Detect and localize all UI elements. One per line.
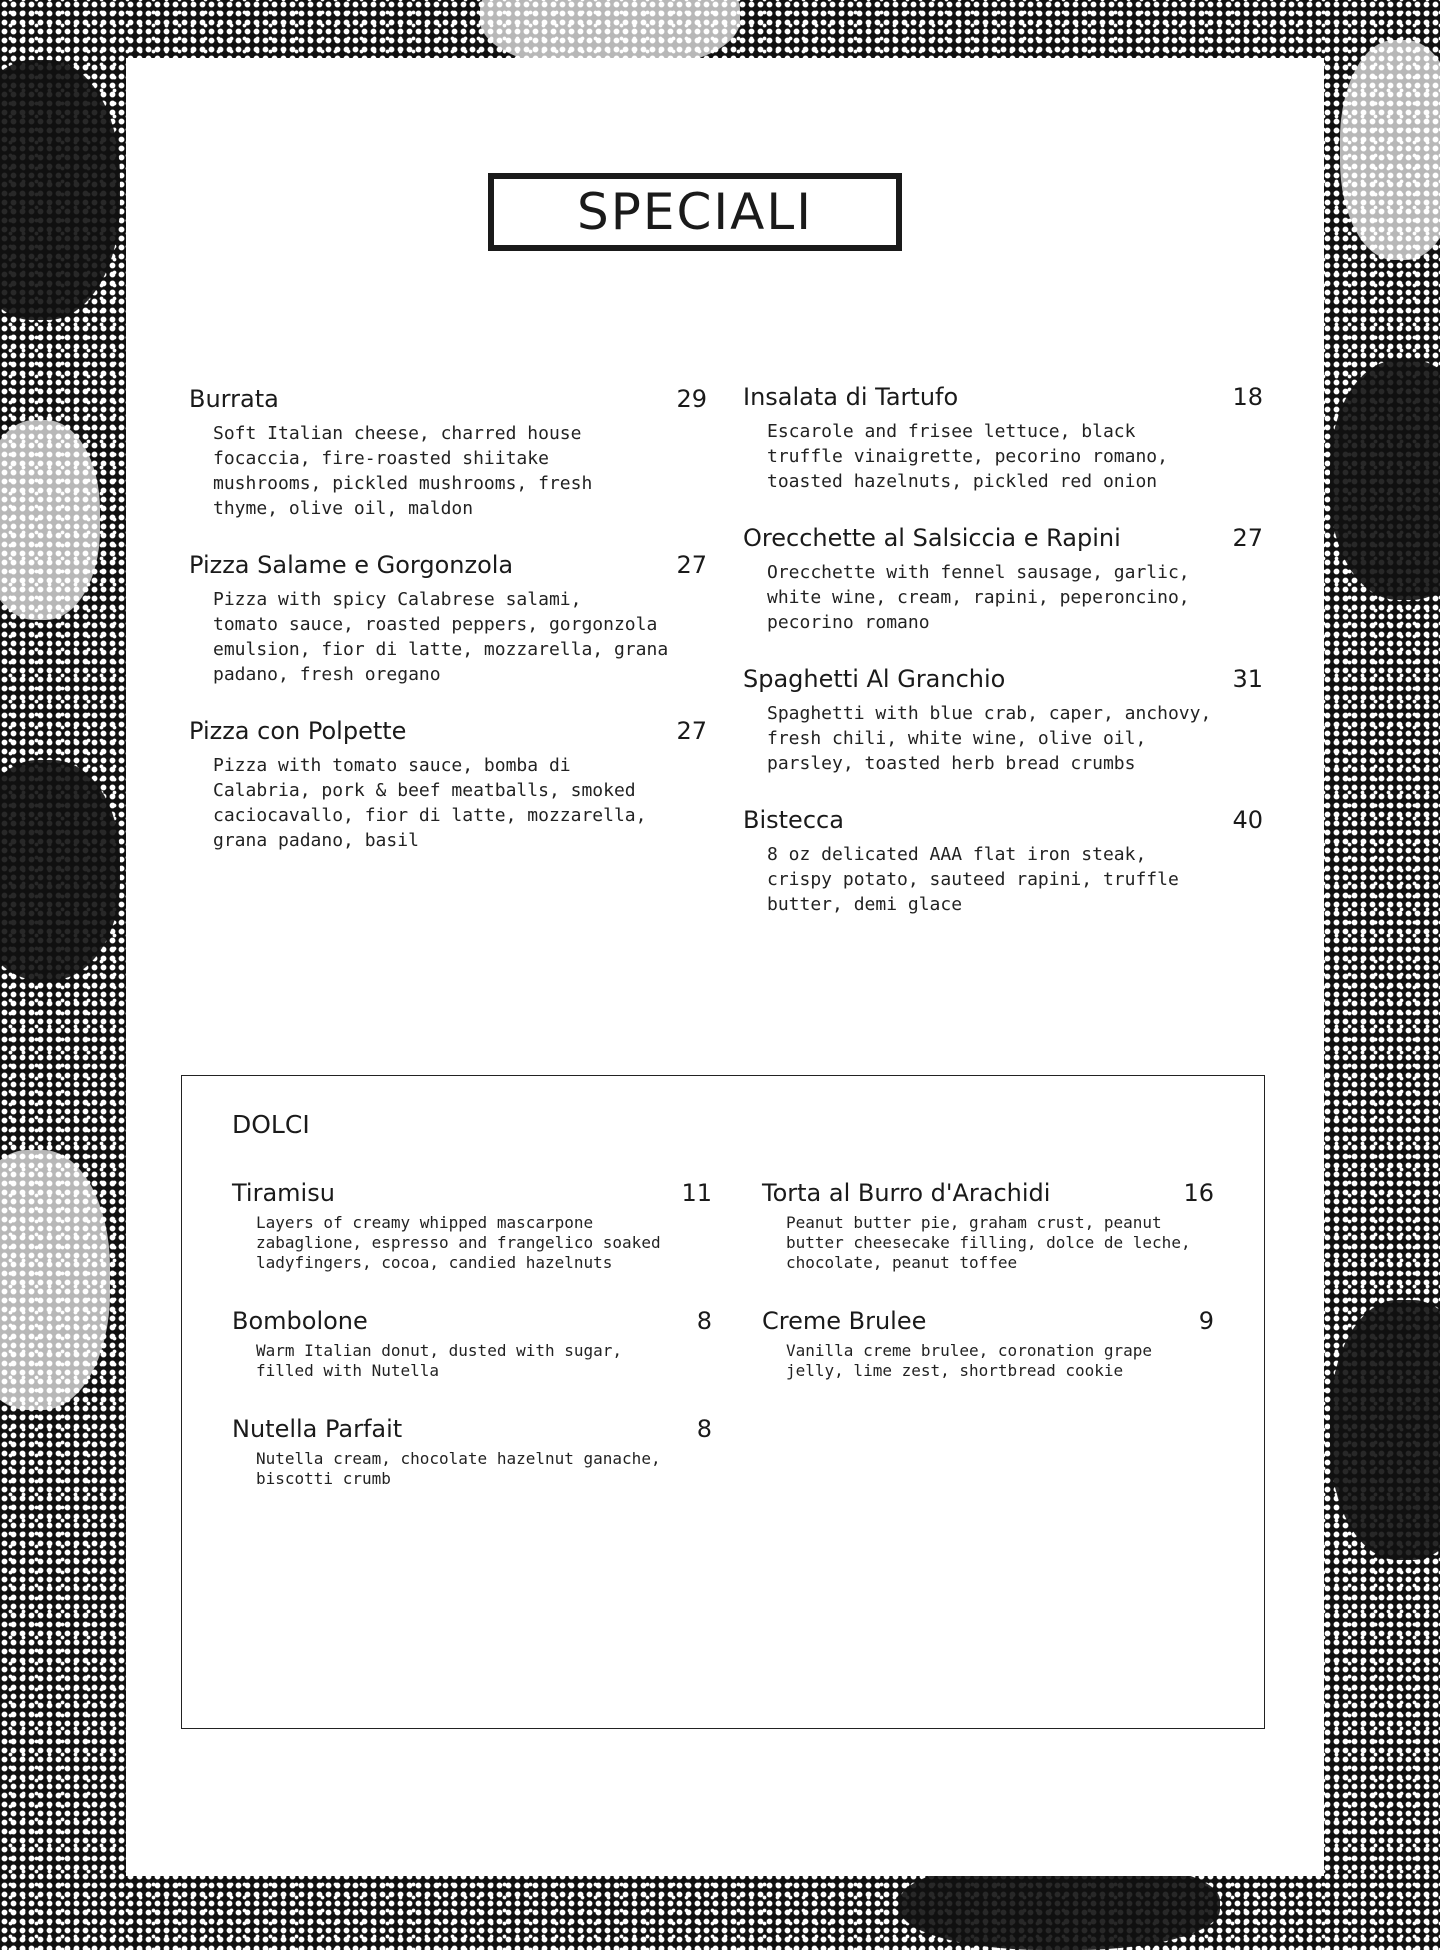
item-price: 8 — [696, 1307, 712, 1335]
menu-item — [232, 1415, 712, 1489]
item-name: Pizza Salame e Gorgonzola — [189, 551, 514, 579]
menu-item — [232, 1179, 712, 1273]
menu-item — [189, 385, 707, 521]
item-price: 27 — [676, 551, 707, 579]
menu-item — [189, 551, 707, 687]
menu-item — [743, 806, 1263, 917]
item-description: Warm Italian donut, dusted with sugar, filled with Nutella — [256, 1341, 623, 1380]
halftone-blotch — [1340, 40, 1440, 260]
menu-item — [762, 1179, 1214, 1273]
menu-item — [189, 717, 707, 853]
item-name: Spaghetti Al Granchio — [743, 665, 1006, 693]
menu-item — [743, 665, 1263, 776]
item-description: Escarole and frisee lettuce, black truffle vinaigrette, pecorino romano, toasted hazelnuts, pickled red onion — [767, 421, 1168, 492]
menu-item — [743, 383, 1263, 494]
item-name: Insalata di Tartufo — [743, 383, 959, 411]
item-description: Layers of creamy whipped mascarpone zabaglione, espresso and frangelico soaked ladyfingers, cocoa, candied hazelnuts — [256, 1213, 661, 1272]
menu-item — [743, 524, 1263, 635]
page-title: SPECIALI — [577, 183, 813, 241]
item-name: Tiramisu — [232, 1179, 335, 1207]
item-description: Peanut butter pie, graham crust, peanut butter cheesecake filling, dolce de leche, chocolate, peanut toffee — [786, 1213, 1191, 1272]
item-price: 8 — [696, 1415, 712, 1443]
menu-item — [232, 1307, 712, 1381]
halftone-blotch — [1330, 1300, 1440, 1560]
specials-left-column — [189, 385, 707, 883]
item-description: Orecchette with fennel sausage, garlic, white wine, cream, rapini, peperoncino, pecorino romano — [767, 562, 1190, 633]
halftone-blotch — [1330, 360, 1440, 600]
item-name: Creme Brulee — [762, 1307, 927, 1335]
item-description: Soft Italian cheese, charred house focaccia, fire-roasted shiitake mushrooms, pickled mushrooms, fresh thyme, olive oil, maldon — [213, 423, 593, 519]
item-price: 27 — [1232, 524, 1263, 552]
halftone-blotch — [0, 760, 120, 980]
dolci-title: DOLCI — [232, 1110, 310, 1139]
item-name: Torta al Burro d'Arachidi — [762, 1179, 1051, 1207]
menu-item — [762, 1307, 1214, 1381]
item-description: Nutella cream, chocolate hazelnut ganache, biscotti crumb — [256, 1449, 661, 1488]
item-description: Pizza with spicy Calabrese salami, tomato sauce, roasted peppers, gorgonzola emulsion, fior di latte, mozzarella, grana padano, fresh oregano — [213, 589, 669, 685]
page-title-box — [488, 173, 902, 251]
item-price: 16 — [1183, 1179, 1214, 1207]
item-name: Bistecca — [743, 806, 844, 834]
item-price: 31 — [1232, 665, 1263, 693]
menu-page — [126, 58, 1324, 1876]
dolci-right-column — [762, 1179, 1214, 1415]
item-price: 18 — [1232, 383, 1263, 411]
item-name: Pizza con Polpette — [189, 717, 407, 745]
item-name: Bombolone — [232, 1307, 368, 1335]
halftone-blotch — [0, 420, 100, 620]
item-name: Orecchette al Salsiccia e Rapini — [743, 524, 1121, 552]
dolci-left-column — [232, 1179, 712, 1523]
item-description: Vanilla creme brulee, coronation grape jelly, lime zest, shortbread cookie — [786, 1341, 1153, 1380]
item-price: 29 — [676, 385, 707, 413]
item-name: Burrata — [189, 385, 279, 413]
item-price: 27 — [676, 717, 707, 745]
item-price: 11 — [681, 1179, 712, 1207]
item-description: Spaghetti with blue crab, caper, anchovy, fresh chili, white wine, olive oil, parsley, toasted herb bread crumbs — [767, 703, 1212, 774]
item-description: 8 oz delicated AAA flat iron steak, crispy potato, sauteed rapini, truffle butter, demi glace — [767, 844, 1179, 915]
halftone-blotch — [0, 1150, 110, 1410]
item-name: Nutella Parfait — [232, 1415, 403, 1443]
item-description: Pizza with tomato sauce, bomba di Calabria, pork & beef meatballs, smoked caciocavallo, fior di latte, mozzarella, grana padano, basil — [213, 755, 647, 851]
specials-right-column — [743, 383, 1263, 947]
halftone-blotch — [0, 60, 120, 320]
item-price: 9 — [1198, 1307, 1214, 1335]
item-price: 40 — [1232, 806, 1263, 834]
dolci-section — [181, 1075, 1265, 1729]
